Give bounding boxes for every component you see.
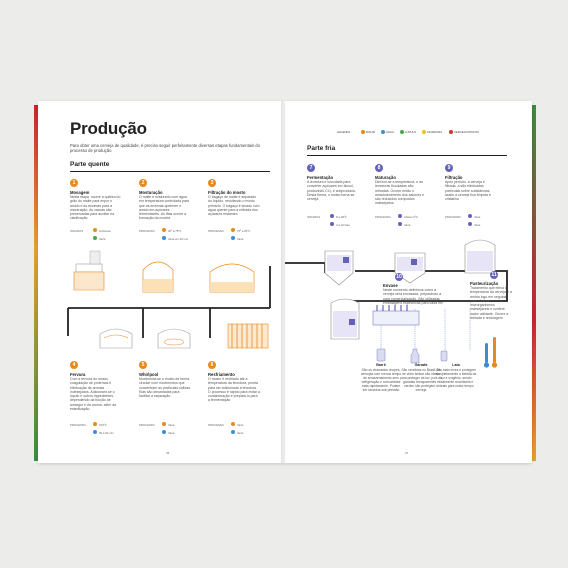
time-chip-icon <box>93 430 97 434</box>
step-desc-6: O mosto é resfriado até a temperatura da levedura, pronta para ser adicionada à levedura. O processo é rápido para evitar a contaminação e prepará-lo para a fermentação <box>208 377 260 403</box>
step-name-2: Mosturação <box>139 190 163 195</box>
page-title: Produção <box>70 119 147 138</box>
step-desc-5: Movimenta-se o mosto de forma circular com movimentos que concentram as partículas sólidas. Elas são decantadas para facilitar a separação <box>139 377 191 399</box>
legend-yeast-swatch <box>422 130 426 134</box>
step-opt2-6: Varia <box>237 431 244 435</box>
keg-icon <box>377 349 385 361</box>
thermometer-icon <box>484 337 497 368</box>
time-chip-icon <box>398 222 402 226</box>
package-desc-can: São mais leves e protegem completamente a bebida da luz e oxigênio, sendo totalmente recicláveis e ideais para maior tempo <box>435 368 477 389</box>
section-heading-hot: Parte quente <box>70 161 110 168</box>
step-desc-10: Neste momento definimos como a cerveja será envasada, preparando-a para comercialização. São utilizadas embalagens específicas para cada fim <box>383 288 443 305</box>
step-number-6: 6 <box>208 361 216 369</box>
step-name-11: Pasteurização <box>470 281 499 286</box>
open-book <box>34 101 536 463</box>
step-opt2-4: 60 a 90 min <box>99 431 114 435</box>
temperature-chip-icon <box>162 422 166 426</box>
step-name-9: Filtração <box>445 175 463 180</box>
whirlpool-tank-icon <box>158 329 190 348</box>
step-number-1: 1 <box>70 179 78 187</box>
mash-tun-icon <box>143 262 173 292</box>
step-opt1-1: Ambiente <box>99 229 111 233</box>
step-number-7: 7 <box>307 164 315 172</box>
step-desc-2: O malte é misturado com água em temperatura controlada para que as enzimas quebrem o amido em açúcares fermentáveis. As fitas ocorre a formação da mostra <box>139 195 189 221</box>
step-label-4: PROCESSO <box>70 423 86 427</box>
temperature-chip-icon <box>468 214 472 218</box>
step-opt1-4: 100ºC <box>99 423 107 427</box>
step-desc-8: Diminui-se a temperatura, e as leveduras floculadas são retiradas. Ocorre então o amadurecimento dos sabores e são reduzidos compostos indesejados <box>375 180 425 206</box>
step-opt1-5: Varia <box>168 423 175 427</box>
step-label-5: PROCESSO <box>139 423 155 427</box>
step-opt2-8: Varia <box>404 223 411 227</box>
package-title-bottle: Garrafa <box>414 363 428 367</box>
page-number-right: 27 <box>405 451 409 455</box>
right-page <box>285 101 532 463</box>
step-number-3: 3 <box>208 179 216 187</box>
step-label-3: PROCESSO <box>208 229 224 233</box>
filter-tank-icon <box>465 240 495 273</box>
page-number-left: 26 <box>166 451 170 455</box>
step-opt2-2: Varia em 40 min <box>168 237 189 241</box>
step-label-9: PROCESSO <box>445 215 461 219</box>
package-desc-bottle: São vendidas no Brasil. As de vidro âmbar são ideais para proteger da luz, pois as garrafas transparentes e verdes não protegem a cerveja <box>400 368 442 393</box>
legend-hop-swatch <box>400 130 404 134</box>
step-opt1-8: Abaixo 0ºC <box>404 215 418 219</box>
step-number-5: 5 <box>139 361 147 369</box>
hot-side-illustration <box>38 246 285 366</box>
step-name-3: Filtração do mosto <box>208 190 246 195</box>
step-opt2-1: Varia <box>99 237 106 241</box>
page-intro: Para obter uma cerveja de qualidade, é preciso seguir perfeitamente diversas etapas fundamentais do processo de produção <box>70 143 260 154</box>
step-name-1: Mosagem <box>70 190 90 195</box>
step-opt1-7: 8 a 28ºC <box>336 215 347 219</box>
section-rule <box>70 171 270 172</box>
bright-beer-tank-icon <box>331 299 359 339</box>
boil-kettle-icon <box>100 329 132 348</box>
step-name-8: Maturação <box>375 175 396 180</box>
step-label-1: INSUMOS <box>70 229 84 233</box>
temperature-chip-icon <box>93 422 97 426</box>
step-desc-11: Tratamento que eleva a temperatura da cerveja e a resfria logo em seguida para eliminar microrganismos indesejáveis e conferir maior validade. Ocorre a retirada e reciclagem <box>470 286 512 321</box>
legend-beer-swatch <box>449 130 453 134</box>
package-desc-keg: São os chamados chopes, cervejas com menos tempo de armazenamento sem refrigeração e consumidas mais rapidamente. Podem ser servidos sob pressão <box>360 368 402 393</box>
legend-malt-swatch <box>361 130 365 134</box>
legend-label: LEGENDA <box>337 130 351 134</box>
time-chip-icon <box>468 222 472 226</box>
malt-mill-icon <box>74 251 104 290</box>
malt-chip-icon <box>93 228 97 232</box>
step-opt2-7: 4 a 10 dias <box>336 223 350 227</box>
temperature-chip-icon <box>231 228 235 232</box>
step-number-2: 2 <box>139 179 147 187</box>
step-number-4: 4 <box>70 361 78 369</box>
legend-malt: MALTE <box>366 130 376 134</box>
temperature-chip-icon <box>398 214 402 218</box>
step-label-8: PROCESSO <box>375 215 391 219</box>
heat-exchanger-icon <box>228 324 268 348</box>
filling-machine-icon <box>373 305 419 325</box>
time-chip-icon <box>162 236 166 240</box>
package-title-can: Lata <box>452 363 460 367</box>
fermenter-tank-icon <box>325 251 353 285</box>
step-opt2-9: Varia <box>474 223 481 227</box>
section-heading-cold: Parte fria <box>307 145 336 152</box>
step-number-9: 9 <box>445 164 453 172</box>
step-opt2-3: Varia <box>237 237 244 241</box>
lauter-tun-icon <box>210 264 254 292</box>
step-label-7: INSUMOS <box>307 215 321 219</box>
legend-water-swatch <box>381 130 385 134</box>
step-name-5: Whirlpool <box>139 372 159 377</box>
step-label-2: PROCESSO <box>139 229 155 233</box>
section-rule <box>307 155 507 156</box>
step-desc-4: Com a fervura do mosto, coagulação de proteínas e eliminação de aromas indesejados. Adicionam-se o lúpulo e outros ingredientes, dependendo da função de amargor e da aroma, além da esterilização <box>70 377 117 412</box>
bottle-icon <box>411 349 419 363</box>
step-opt1-2: 30º a 75ºC <box>168 229 182 233</box>
step-desc-7: A levedura é inoculada para converter açúcares em álcool, produzindo CO₂ e subprodutos. Desta forma, o mosto torna-se cerveja <box>307 180 357 202</box>
step-opt1-3: 75º a 80ºC <box>237 229 251 233</box>
time-chip-icon <box>162 430 166 434</box>
step-opt1-6: Varia <box>237 423 244 427</box>
book-gutter <box>281 101 289 463</box>
legend-water: ÁGUA <box>386 130 394 134</box>
step-number-8: 8 <box>375 164 383 172</box>
time-chip-icon <box>231 430 235 434</box>
temperature-chip-icon <box>330 214 334 218</box>
step-number-10: 10 <box>396 274 402 280</box>
time-chip-icon <box>330 222 334 226</box>
step-opt2-5: Varia <box>168 431 175 435</box>
step-name-6: Resfriamento <box>208 372 235 377</box>
legend-beer: CERVEJA PRONTA <box>454 130 479 134</box>
step-label-6: PROCESSO <box>208 423 224 427</box>
step-number-11: 11 <box>491 272 497 278</box>
can-icon <box>441 351 447 361</box>
temperature-chip-icon <box>162 228 166 232</box>
step-desc-1: Nesta etapa, ocorre a quebra do grão do malte para expor o amido e as enzimas para a maceração. As cascas são preservadas para auxiliar na clarificação <box>70 195 121 221</box>
step-name-10: Envase <box>383 283 398 288</box>
step-opt1-9: Varia <box>474 215 481 219</box>
legend-yeast: LEVEDURA <box>427 130 443 134</box>
temperature-chip-icon <box>231 422 235 426</box>
book-edge-right <box>532 105 536 461</box>
step-name-7: Fermentação <box>307 175 334 180</box>
package-title-keg: Barril <box>376 363 386 367</box>
legend-hop: LÚPULO <box>405 130 417 134</box>
hop-chip-icon <box>93 236 97 240</box>
step-name-4: Fervura <box>70 372 86 377</box>
step-desc-9: Após período, a cerveja é filtrada, a são eliminadas partículas sobre substâncias, assim a cerveja fica límpida e cristalina <box>445 180 491 202</box>
left-page <box>38 101 285 463</box>
time-chip-icon <box>231 236 235 240</box>
step-desc-3: O bagaço de malte é separado do líquido, resultando o mosto primário. O bagaço é lavado com água quente para a retirada dos açúcares restantes <box>208 195 260 217</box>
